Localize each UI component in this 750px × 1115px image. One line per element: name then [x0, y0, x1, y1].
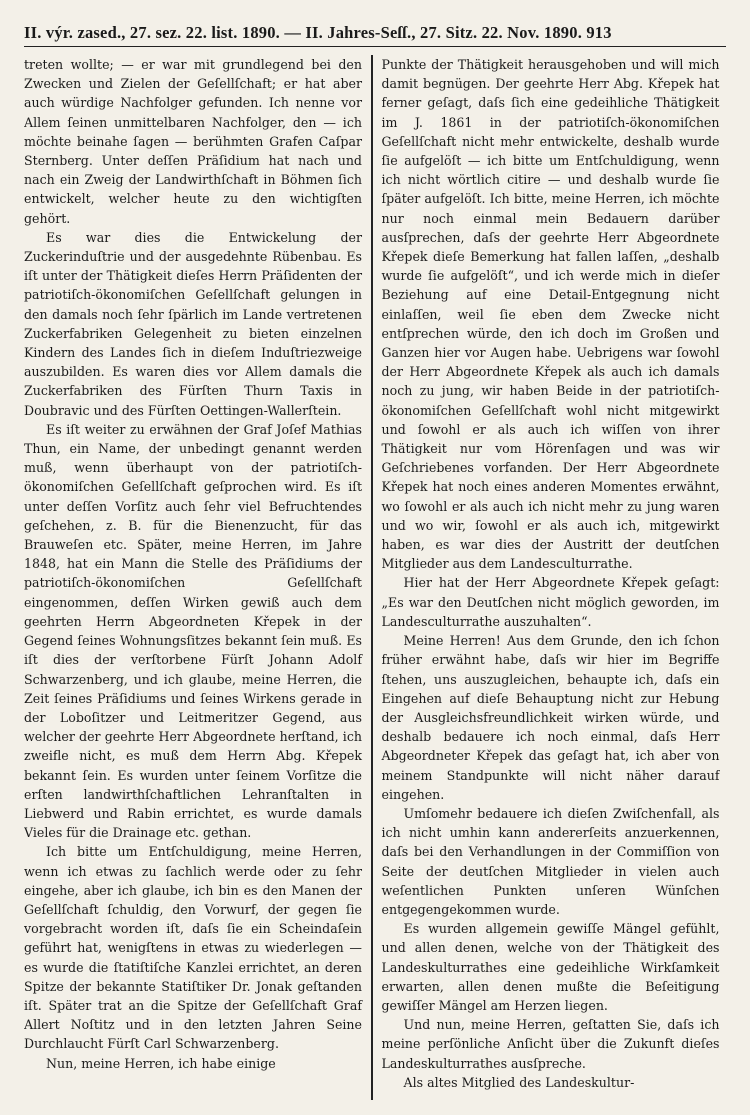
left-column	[24, 55, 371, 1100]
paragraph: Hier hat der Herr Abgeordnete Křepek geſagt: „Es war den Deutſchen nicht möglich geworden, im Landesculturrathe auszuhalten“.	[381, 575, 720, 629]
page-header: II. výr. zased., 27. sez. 22. list. 1890. — II. Jahres-Seſſ., 27. Sitz. 22. Nov. 1890. 913	[24, 20, 726, 47]
paragraph: Umſomehr bedauere ich dieſen Zwiſchenfall, als ich nicht umhin kann andererſeits anzuerkennen, daſs bei den Verhandlungen in der Commiſſion von Seite der deutſchen Mitglieder in vielen auch weſentlichen Punkten unſeren Wünſchen entgegengekommen wurde.	[381, 805, 720, 917]
paragraph: Punkte der Thätigkeit herausgehoben und will mich damit begnügen. Der geehrte Herr Abg. Křepek hat ferner geſagt, daſs ſich eine gedeihliche Thätigkeit im J. 1861 in der patriotiſch-ökonomiſchen Geſellſchaft nicht mehr entwickelte, deshalb wurde ſie aufgelöſt — ich bitte um Entſchuldigung, wenn ich nicht wörtlich citire — und deshalb wurde ſie ſpäter aufgelöſt. Ich bitte, meine Herren, ich möchte nur noch einmal mein Bedauern darüber ausſprechen, daſs der geehrte Herr Abgeordnete Křepek dieſe Bemerkung hat fallen laſſen, „deshalb wurde ſie aufgelöſt“, und ich werde mich in dieſer Beziehung auf eine Detail-Entgegnung nicht einlaſſen, weil ſie eben dem Zwecke nicht entſprechen würde, den ich doch im Großen und Ganzen hier vor Augen habe. Uebrigens war ſowohl der Herr Abgeordnete Křepek als auch ich damals noch zu jung, wir haben Beide in der patriotiſch-ökonomiſchen Geſellſchaft wohl nicht mitgewirkt und ſowohl er als auch ich wiſſen von ihrer Thätigkeit nur vom Hörenſagen und was wir Geſchriebenes vorfanden. Der Herr Abgeordnete Křepek hat noch eines anderen Momentes erwähnt, wo ſowohl er als auch ich nicht mehr zu jung waren und wo wir, ſowohl er als auch ich, mitgewirkt haben, es war dies der Austritt der deutſchen Mitglieder aus dem Landesculturrathe.	[381, 57, 720, 572]
paragraph: Es iſt weiter zu erwähnen der Graf Joſef Mathias Thun, ein Name, der unbedingt genannt werden muß, wenn überhaupt von der patriotiſch-ökonomiſchen Geſellſchaft geſprochen wird. Es iſt unter deſſen Vorſitz auch ſehr viel Befruchtendes geſchehen, z. B. für die Bienenzucht, für das Brauweſen etc. Später, meine Herren, im Jahre 1848, hat ein Mann die Stelle des Präſidiums der patriotiſch-ökonomiſchen Geſellſchaft eingenommen, deſſen Wirken gewiß auch dem geehrten Herrn Abgeordneten Křepek in der Gegend ſeines Wohnungsſitzes bekannt ſein muß. Es iſt dies der verſtorbene Fürſt Johann Adolf Schwarzenberg, und ich glaube, meine Herren, die Zeit ſeines Präſidiums und ſeines Wirkens gerade in der Loboſitzer und Leitmeritzer Gegend, aus welcher der geehrte Herr Abgeordnete herſtand, ich zweifle nicht, es muß dem Herrn Abg. Křepek bekannt ſein. Es wurden unter ſeinem Vorſitze die erſten landwirthſchaftlichen Lehranſtalten in Liebwerd und Rabin errichtet, es wurde damals Vieles für die Drainage etc. gethan.	[24, 421, 362, 841]
paragraph: Und nun, meine Herren, geſtatten Sie, daſs ich meine perſönliche Anſicht über die Zukunft dieſes Landeskulturrathes ausſpreche.	[381, 1017, 720, 1071]
right-column	[373, 55, 720, 1100]
paragraph: Es war dies die Entwickelung der Zuckerinduſtrie und der ausgedehnte Rübenbau. Es iſt unter der Thätigkeit dieſes Herrn Präſidenten der patriotiſch-ökonomiſchen Geſellſchaft gelungen in den damals noch ſehr ſpärlich im Lande vertretenen Zuckerfabriken Gelegenheit zu bieten einzelnen Kindern des Landes ſich in dieſem Induſtriezweige auszubilden. Es waren dies vor Allem damals die Zuckerfabriken des Fürſten Thurn Taxis in Doubravic und des Fürſten Oettingen-Wallerſtein.	[24, 229, 362, 418]
paragraph: Als altes Mitglied des Landeskultur-	[403, 1074, 635, 1090]
text-columns	[24, 55, 726, 1100]
paragraph: Nun, meine Herren, ich habe einige	[46, 1055, 276, 1071]
paragraph: Ich bitte um Entſchuldigung, meine Herren, wenn ich etwas zu ſachlich werde oder zu ſehr eingehe, aber ich glaube, ich bin es den Manen der Geſellſchaft ſchuldig, den Vorwurf, der gegen ſie vorgebracht worden iſt, daſs ſie ein Scheindaſein geführt hat, wenigſtens in etwas zu wiederlegen — es wurde die ſtatiſtiſche Kanzlei errichtet, an deren Spitze der bekannte Statiſtiker Dr. Jonak geſtanden iſt. Später trat an die Spitze der Geſellſchaft Graf Allert Noſtitz und in den letzten Jahren Seine Durchlaucht Fürſt Carl Schwarzenberg.	[24, 844, 362, 1052]
paragraph: treten wollte; — er war mit grundlegend bei den Zwecken und Zielen der Geſellſchaft; er hat aber auch würdige Nachfolger gefunden. Ich nenne vor Allem ſeinen unmittelbaren Nachfolger, den — ich möchte beinahe ſagen — berühmten Grafen Caſpar Sternberg. Unter deſſen Präſidium hat nach und nach ein Zweig der Landwirthſchaft in Böhmen ſich entwickelt, welcher heute zu den wichtigſten gehört.	[24, 57, 362, 226]
paragraph: Meine Herren! Aus dem Grunde, den ich ſchon früher erwähnt habe, daſs wir hier im Begriffe ſtehen, uns auszugleichen, behaupte ich, daſs ein Eingehen auf dieſe Behauptung nicht zur Hebung der Ausgleichsfreundlichkeit wirken würde, und deshalb bedauere ich noch einmal, daſs Herr Abgeordneter Křepek das geſagt hat, ich aber von meinem Standpunkte will nicht näher darauf eingehen.	[381, 633, 720, 802]
paragraph: Es wurden allgemein gewiſſe Mängel gefühlt, und allen denen, welche von der Thätigkeit des Landeskulturrathes eine gedeihliche Wirkſamkeit erwarten, allen denen mußte die Beſeitigung gewiſſer Mängel am Herzen liegen.	[381, 921, 720, 1013]
